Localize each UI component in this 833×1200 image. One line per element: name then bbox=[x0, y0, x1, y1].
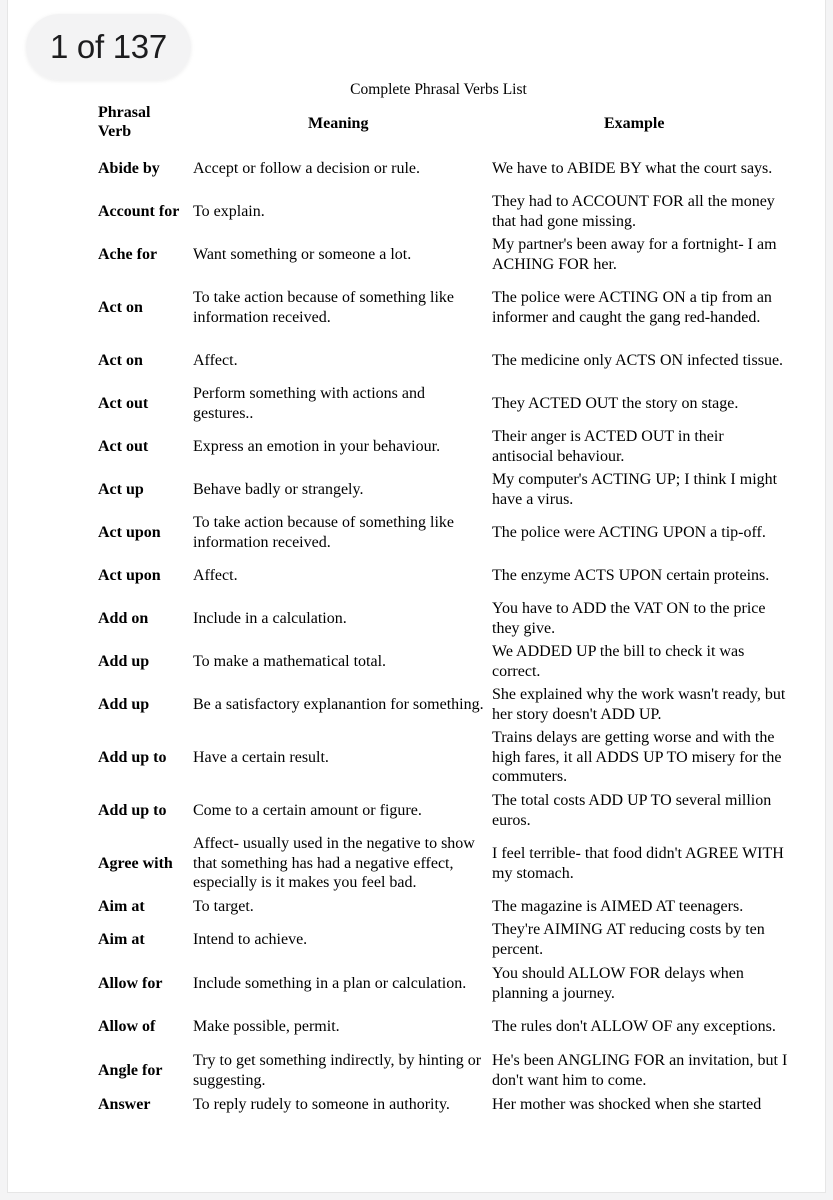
meaning-cell-text: Make possible, permit. bbox=[193, 1018, 340, 1036]
meaning-cell bbox=[193, 339, 488, 382]
example-cell bbox=[492, 962, 788, 1005]
table-row bbox=[8, 1005, 833, 1049]
phrasal-verb-cell bbox=[98, 832, 190, 895]
meaning-cell bbox=[193, 468, 488, 511]
phrasal-verb-cell-text: Act on bbox=[98, 298, 143, 316]
table-row bbox=[8, 726, 833, 789]
example-cell-text: We have to ABIDE BY what the court says. bbox=[492, 159, 773, 177]
example-cell-text: Trains delays are getting worse and with the high fares, it all ADDS UP TO misery for the commuters. bbox=[492, 729, 782, 786]
table-row bbox=[8, 190, 833, 233]
example-cell-text: They had to ACCOUNT FOR all the money that had gone missing. bbox=[492, 192, 775, 230]
phrasal-verb-cell-text: Allow of bbox=[98, 1018, 156, 1036]
phrasal-verb-cell-text: Add up to bbox=[98, 748, 167, 766]
example-cell bbox=[492, 468, 788, 511]
meaning-cell-text: Have a certain result. bbox=[193, 748, 329, 766]
phrasal-verb-cell bbox=[98, 554, 190, 597]
example-cell-text: You have to ADD the VAT ON to the price they give. bbox=[492, 599, 766, 637]
meaning-cell bbox=[193, 1005, 488, 1049]
example-cell-text: You should ALLOW FOR delays when planning a journey. bbox=[492, 964, 744, 1002]
phrasal-verb-cell bbox=[98, 789, 190, 832]
phrasal-verb-cell bbox=[98, 726, 190, 789]
table-row bbox=[8, 789, 833, 832]
example-cell bbox=[492, 511, 788, 554]
phrasal-verb-cell bbox=[98, 276, 190, 339]
meaning-cell-text: Include in a calculation. bbox=[193, 609, 347, 627]
phrasal-verb-cell bbox=[98, 640, 190, 683]
example-cell-text: Her mother was shocked when she started bbox=[492, 1096, 762, 1114]
example-cell bbox=[492, 895, 788, 918]
phrasal-verb-cell-text: Ache for bbox=[98, 245, 158, 263]
example-cell bbox=[492, 1005, 788, 1049]
table-row bbox=[8, 233, 833, 276]
table-row bbox=[8, 895, 833, 918]
phrasal-verb-cell-text: Account for bbox=[98, 202, 180, 220]
example-cell bbox=[492, 425, 788, 468]
table-row bbox=[8, 918, 833, 962]
table-row bbox=[8, 640, 833, 683]
phrasal-verb-cell-text: Act on bbox=[98, 351, 143, 369]
phrasal-verb-cell-text: Add up bbox=[98, 652, 150, 670]
phrasal-verb-cell bbox=[98, 1049, 190, 1092]
meaning-cell bbox=[193, 511, 488, 554]
meaning-cell bbox=[193, 190, 488, 233]
phrasal-verb-cell bbox=[98, 1005, 190, 1049]
table-row bbox=[8, 683, 833, 726]
example-cell bbox=[492, 640, 788, 683]
meaning-cell bbox=[193, 895, 488, 918]
meaning-cell-text: Affect. bbox=[193, 566, 238, 584]
meaning-cell-text: To take action because of something like information received. bbox=[193, 513, 455, 551]
example-cell-text: My partner's been away for a fortnight- I am ACHING FOR her. bbox=[492, 235, 777, 273]
column-header-meaning: Meaning bbox=[308, 115, 369, 132]
table-row bbox=[8, 1049, 833, 1092]
phrasal-verb-cell-text: Act upon bbox=[98, 523, 161, 541]
phrasal-verb-cell-text: Act upon bbox=[98, 566, 161, 584]
meaning-cell bbox=[193, 789, 488, 832]
meaning-cell-text: Be a satisfactory explanantion for something. bbox=[193, 695, 484, 713]
example-cell-text: The total costs ADD UP TO several million euros. bbox=[492, 791, 772, 829]
example-cell-text: They're AIMING AT reducing costs by ten percent. bbox=[492, 921, 765, 958]
phrasal-verb-cell bbox=[98, 339, 190, 382]
phrasal-verb-cell-text: Aim at bbox=[98, 931, 145, 949]
column-header-example: Example bbox=[604, 115, 665, 132]
meaning-cell bbox=[193, 382, 488, 425]
phrasal-verb-cell bbox=[98, 683, 190, 726]
meaning-cell-text: Affect- usually used in the negative to show that something has had a negative effect, especially is it makes you feel bad. bbox=[193, 835, 475, 892]
meaning-cell bbox=[193, 726, 488, 789]
meaning-cell-text: Behave badly or strangely. bbox=[193, 480, 364, 498]
phrasal-verb-cell bbox=[98, 962, 190, 1005]
phrasal-verb-cell-text: Add up bbox=[98, 695, 150, 713]
document-title: Complete Phrasal Verbs List bbox=[350, 81, 527, 98]
example-cell bbox=[492, 147, 788, 190]
table-row bbox=[8, 832, 833, 895]
phrasal-verb-cell bbox=[98, 233, 190, 276]
example-cell-text: Their anger is ACTED OUT in their antisocial behaviour. bbox=[492, 427, 724, 465]
phrasal-verb-cell bbox=[98, 147, 190, 190]
table-row bbox=[8, 382, 833, 425]
example-cell bbox=[492, 683, 788, 726]
example-cell-text: The magazine is AIMED AT teenagers. bbox=[492, 897, 744, 915]
phrasal-verb-cell-text: Add up to bbox=[98, 801, 167, 819]
meaning-cell bbox=[193, 425, 488, 468]
example-cell bbox=[492, 789, 788, 832]
table-row bbox=[8, 1092, 833, 1118]
phrasal-verb-cell bbox=[98, 597, 190, 640]
meaning-cell bbox=[193, 832, 488, 895]
phrasal-verb-cell bbox=[98, 382, 190, 425]
example-cell-text: The medicine only ACTS ON infected tissue. bbox=[492, 351, 784, 369]
meaning-cell-text: Include something in a plan or calculation. bbox=[193, 974, 467, 992]
example-cell bbox=[492, 832, 788, 895]
phrasal-verb-cell bbox=[98, 1092, 190, 1118]
example-cell bbox=[492, 726, 788, 789]
meaning-cell bbox=[193, 962, 488, 1005]
example-cell-text: We ADDED UP the bill to check it was correct. bbox=[492, 642, 745, 680]
example-cell bbox=[492, 233, 788, 276]
example-cell-text: I feel terrible- that food didn't AGREE WITH my stomach. bbox=[492, 844, 784, 882]
document-page bbox=[8, 0, 825, 1192]
example-cell-text: The police were ACTING UPON a tip-off. bbox=[492, 523, 766, 541]
table-row bbox=[8, 511, 833, 554]
table-row bbox=[8, 554, 833, 597]
example-cell-text: The enzyme ACTS UPON certain proteins. bbox=[492, 566, 770, 584]
phrasal-verb-cell bbox=[98, 511, 190, 554]
example-cell-text: My computer's ACTING UP; I think I might have a virus. bbox=[492, 470, 778, 508]
meaning-cell bbox=[193, 1092, 488, 1118]
example-cell bbox=[492, 554, 788, 597]
example-cell bbox=[492, 190, 788, 233]
example-cell-text: She explained why the work wasn't ready, but her story doesn't ADD UP. bbox=[492, 685, 786, 723]
phrasal-verb-cell-text: Aim at bbox=[98, 897, 145, 915]
table-row bbox=[8, 339, 833, 382]
meaning-cell-text: Want something or someone a lot. bbox=[193, 245, 412, 263]
example-cell-text: He's been ANGLING FOR an invitation, but I don't want him to come. bbox=[492, 1051, 788, 1089]
phrasal-verb-cell-text: Allow for bbox=[98, 974, 163, 992]
example-cell-text: The rules don't ALLOW OF any exceptions. bbox=[492, 1018, 776, 1036]
example-cell bbox=[492, 1049, 788, 1092]
meaning-cell-text: To target. bbox=[193, 897, 254, 915]
example-cell bbox=[492, 339, 788, 382]
table-row bbox=[8, 597, 833, 640]
table-row bbox=[8, 425, 833, 468]
table-row bbox=[8, 962, 833, 1005]
table-row bbox=[8, 468, 833, 511]
phrasal-verb-cell-text: Act up bbox=[98, 480, 144, 498]
meaning-cell bbox=[193, 147, 488, 190]
phrasal-verb-cell bbox=[98, 190, 190, 233]
meaning-cell-text: To take action because of something like information received. bbox=[193, 288, 455, 326]
phrasal-verb-cell-text: Add on bbox=[98, 609, 149, 627]
meaning-cell bbox=[193, 276, 488, 339]
example-cell-text: The police were ACTING ON a tip from an informer and caught the gang red-handed. bbox=[492, 288, 772, 326]
phrasal-verb-cell-text: Abide by bbox=[98, 159, 160, 177]
table-row bbox=[8, 276, 833, 339]
meaning-cell bbox=[193, 554, 488, 597]
phrasal-verb-cell-text: Answer bbox=[98, 1096, 151, 1114]
meaning-cell-text: To explain. bbox=[193, 202, 265, 220]
example-cell bbox=[492, 276, 788, 339]
table-row bbox=[8, 147, 833, 190]
meaning-cell-text: Accept or follow a decision or rule. bbox=[193, 159, 421, 177]
phrasal-verb-cell-text: Act out bbox=[98, 394, 149, 412]
example-cell-text: They ACTED OUT the story on stage. bbox=[492, 394, 739, 412]
meaning-cell-text: Express an emotion in your behaviour. bbox=[193, 437, 441, 455]
phrasal-verb-cell bbox=[98, 425, 190, 468]
example-cell bbox=[492, 1092, 788, 1118]
phrasal-verb-cell bbox=[98, 918, 190, 962]
example-cell bbox=[492, 382, 788, 425]
meaning-cell bbox=[193, 1049, 488, 1092]
meaning-cell-text: Affect. bbox=[193, 351, 238, 369]
meaning-cell bbox=[193, 233, 488, 276]
phrasal-verb-cell-text: Angle for bbox=[98, 1061, 163, 1079]
column-header-phrasal-verb: Phrasal Verb bbox=[98, 104, 151, 140]
meaning-cell-text: Come to a certain amount or figure. bbox=[193, 801, 422, 819]
page-counter[interactable]: 1 of 137 bbox=[26, 14, 191, 80]
phrasal-verb-cell-text: Agree with bbox=[98, 854, 173, 872]
meaning-cell-text: To reply rudely to someone in authority. bbox=[193, 1096, 450, 1114]
example-cell bbox=[492, 918, 788, 962]
meaning-cell bbox=[193, 640, 488, 683]
phrasal-verb-cell bbox=[98, 468, 190, 511]
meaning-cell-text: To make a mathematical total. bbox=[193, 652, 387, 670]
meaning-cell bbox=[193, 918, 488, 962]
meaning-cell bbox=[193, 683, 488, 726]
meaning-cell-text: Try to get something indirectly, by hinting or suggesting. bbox=[193, 1051, 482, 1089]
phrasal-verb-cell bbox=[98, 895, 190, 918]
example-cell bbox=[492, 597, 788, 640]
meaning-cell bbox=[193, 597, 488, 640]
meaning-cell-text: Intend to achieve. bbox=[193, 931, 308, 949]
phrasal-verb-cell-text: Act out bbox=[98, 437, 149, 455]
meaning-cell-text: Perform something with actions and gestures.. bbox=[193, 384, 425, 422]
